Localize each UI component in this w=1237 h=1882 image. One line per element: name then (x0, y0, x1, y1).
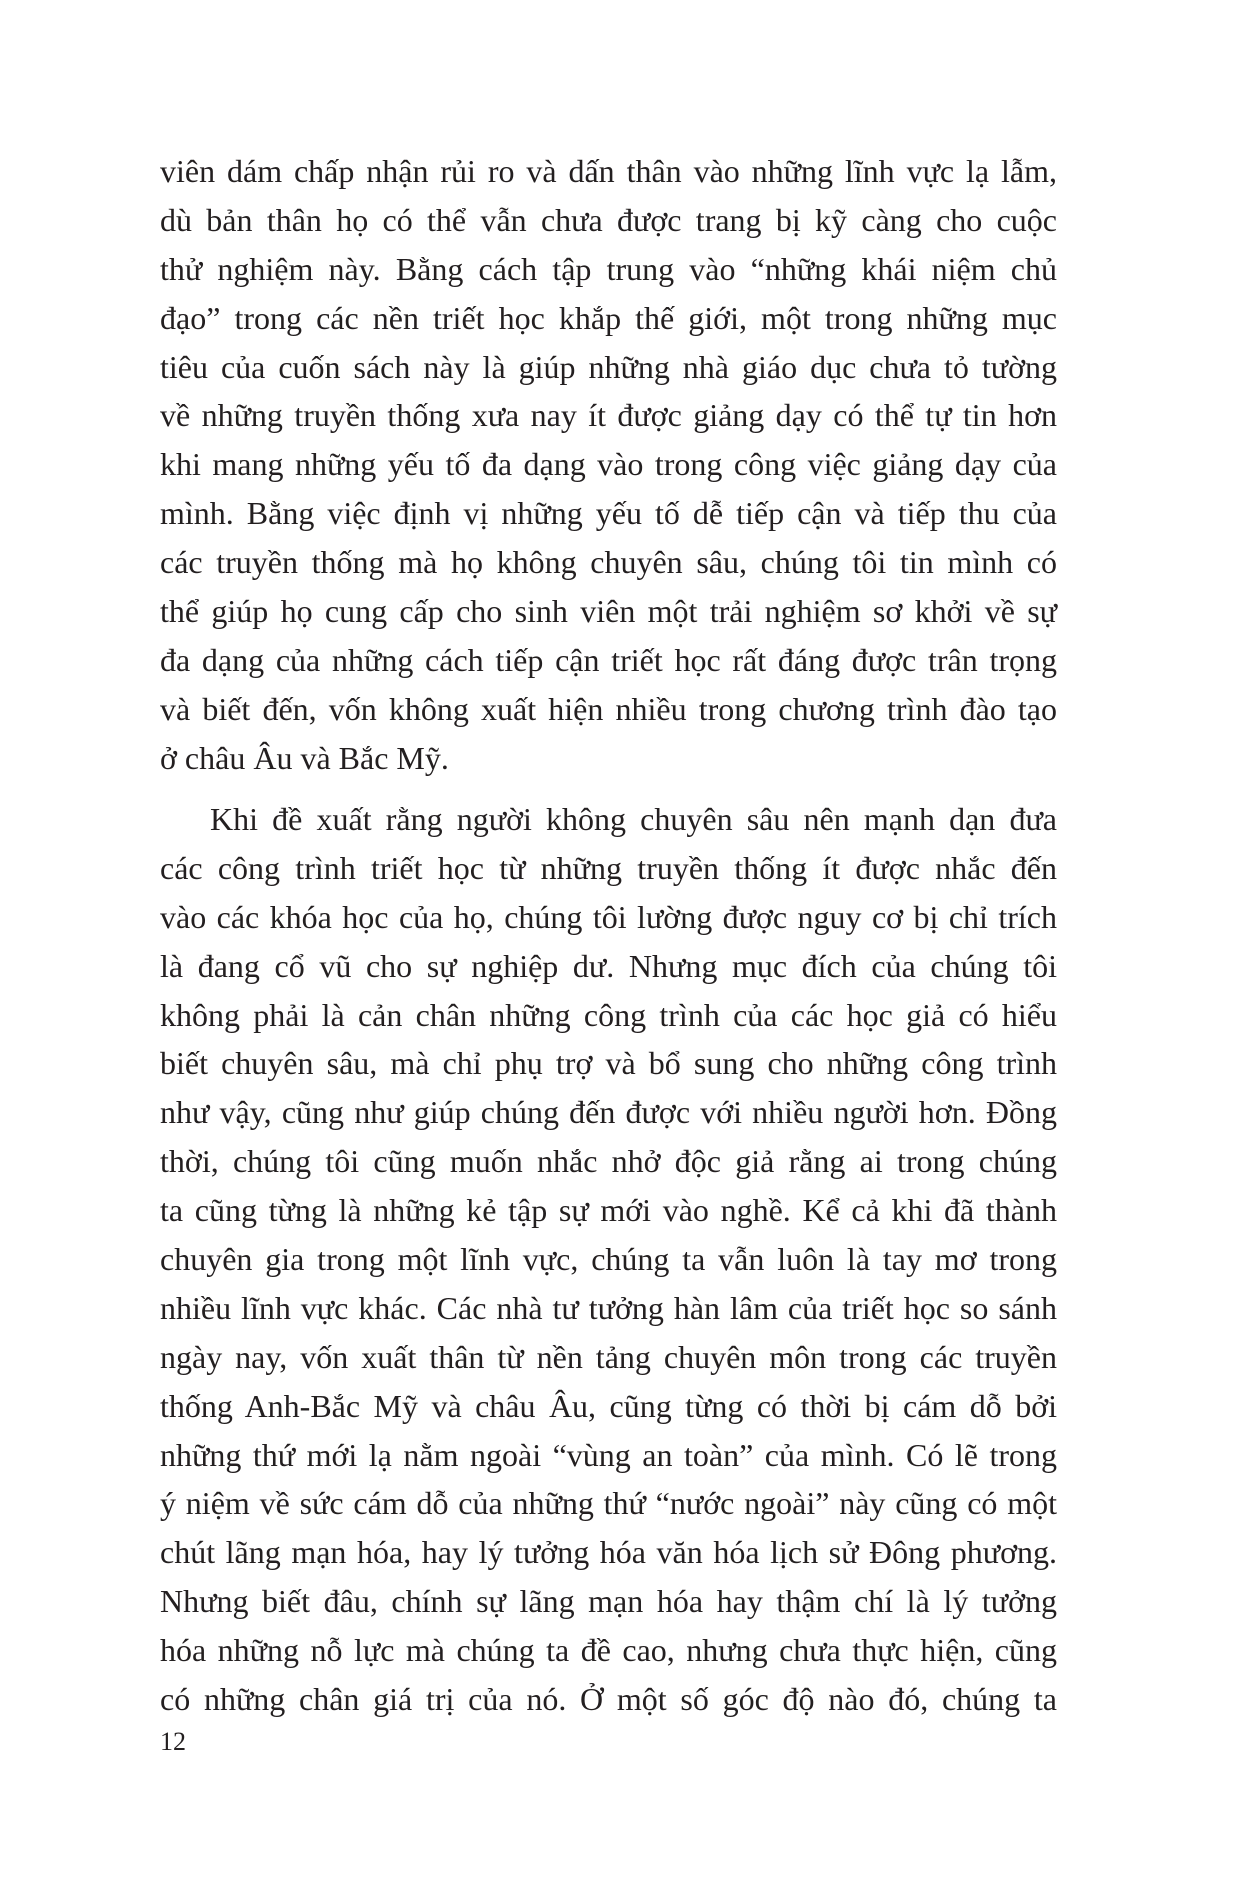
text-line: các truyền thống mà họ không chuyên sâu, chúng tôi tin mình có (160, 544, 1057, 581)
text-line: các công trình triết học từ những truyền thống ít được nhắc đến (160, 849, 1057, 886)
text-line: là đang cổ vũ cho sự nghiệp dư. Nhưng mục đích của chúng tôi (160, 947, 1057, 984)
text-line: viên dám chấp nhận rủi ro và dấn thân vào những lĩnh vực lạ lẫm, (160, 153, 1057, 189)
text-line: chút lãng mạn hóa, hay lý tưởng hóa văn hóa lịch sử Đông phương. (160, 1534, 1057, 1571)
text-line: tiêu của cuốn sách này là giúp những nhà giáo dục chưa tỏ tường (160, 348, 1057, 385)
text-line: hóa những nỗ lực mà chúng ta đề cao, nhưng chưa thực hiện, cũng (160, 1632, 1057, 1669)
text-line: nhiều lĩnh vực khác. Các nhà tư tưởng hàn lâm của triết học so sánh (160, 1289, 1057, 1326)
text-line: vào các khóa học của họ, chúng tôi lường được nguy cơ bị chỉ trích (160, 898, 1057, 935)
text-line: không phải là cản chân những công trình của các học giả có hiểu (160, 996, 1057, 1033)
text-line: như vậy, cũng như giúp chúng đến được với nhiều người hơn. Đồng (160, 1094, 1057, 1131)
text-line: mình. Bằng việc định vị những yếu tố dễ tiếp cận và tiếp thu của (160, 495, 1057, 532)
text-line: chuyên gia trong một lĩnh vực, chúng ta vẫn luôn là tay mơ trong (160, 1241, 1057, 1278)
paragraph-1 (160, 147, 1057, 783)
text-line: thử nghiệm này. Bằng cách tập trung vào “những khái niệm chủ (160, 250, 1057, 287)
text-line: thống Anh-Bắc Mỹ và châu Âu, cũng từng có thời bị cám dỗ bởi (160, 1387, 1057, 1424)
text-line: và biết đến, vốn không xuất hiện nhiều trong chương trình đào tạo (160, 690, 1057, 727)
text-line: Khi đề xuất rằng người không chuyên sâu nên mạnh dạn đưa (210, 801, 1057, 837)
text-line: biết chuyên sâu, mà chỉ phụ trợ và bổ sung cho những công trình (160, 1045, 1057, 1082)
text-line: có những chân giá trị của nó. Ở một số góc độ nào đó, chúng ta (160, 1681, 1057, 1718)
text-line: thời, chúng tôi cũng muốn nhắc nhở độc giả rằng ai trong chúng (160, 1143, 1057, 1180)
page-number: 12 (160, 1727, 186, 1756)
text-line: Nhưng biết đâu, chính sự lãng mạn hóa hay thậm chí là lý tưởng (160, 1583, 1057, 1620)
text-line: thể giúp họ cung cấp cho sinh viên một trải nghiệm sơ khởi về sự (160, 593, 1057, 630)
paragraph-2 (160, 795, 1057, 1724)
text-line: đa dạng của những cách tiếp cận triết học rất đáng được trân trọng (160, 641, 1057, 678)
text-line: ta cũng từng là những kẻ tập sự mới vào nghề. Kể cả khi đã thành (160, 1192, 1057, 1229)
text-line: ngày nay, vốn xuất thân từ nền tảng chuyên môn trong các truyền (160, 1338, 1057, 1375)
text-line: dù bản thân họ có thể vẫn chưa được trang bị kỹ càng cho cuộc (160, 201, 1057, 238)
text-line: những thứ mới lạ nằm ngoài “vùng an toàn” của mình. Có lẽ trong (160, 1436, 1057, 1473)
text-line: khi mang những yếu tố đa dạng vào trong công việc giảng dạy của (160, 446, 1057, 483)
text-line: ở châu Âu và Bắc Mỹ. (160, 739, 449, 776)
text-line: về những truyền thống xưa nay ít được giảng dạy có thể tự tin hơn (160, 397, 1057, 434)
text-line: đạo” trong các nền triết học khắp thế giới, một trong những mục (160, 299, 1057, 336)
text-line: ý niệm về sức cám dỗ của những thứ “nước ngoài” này cũng có một (160, 1485, 1057, 1522)
